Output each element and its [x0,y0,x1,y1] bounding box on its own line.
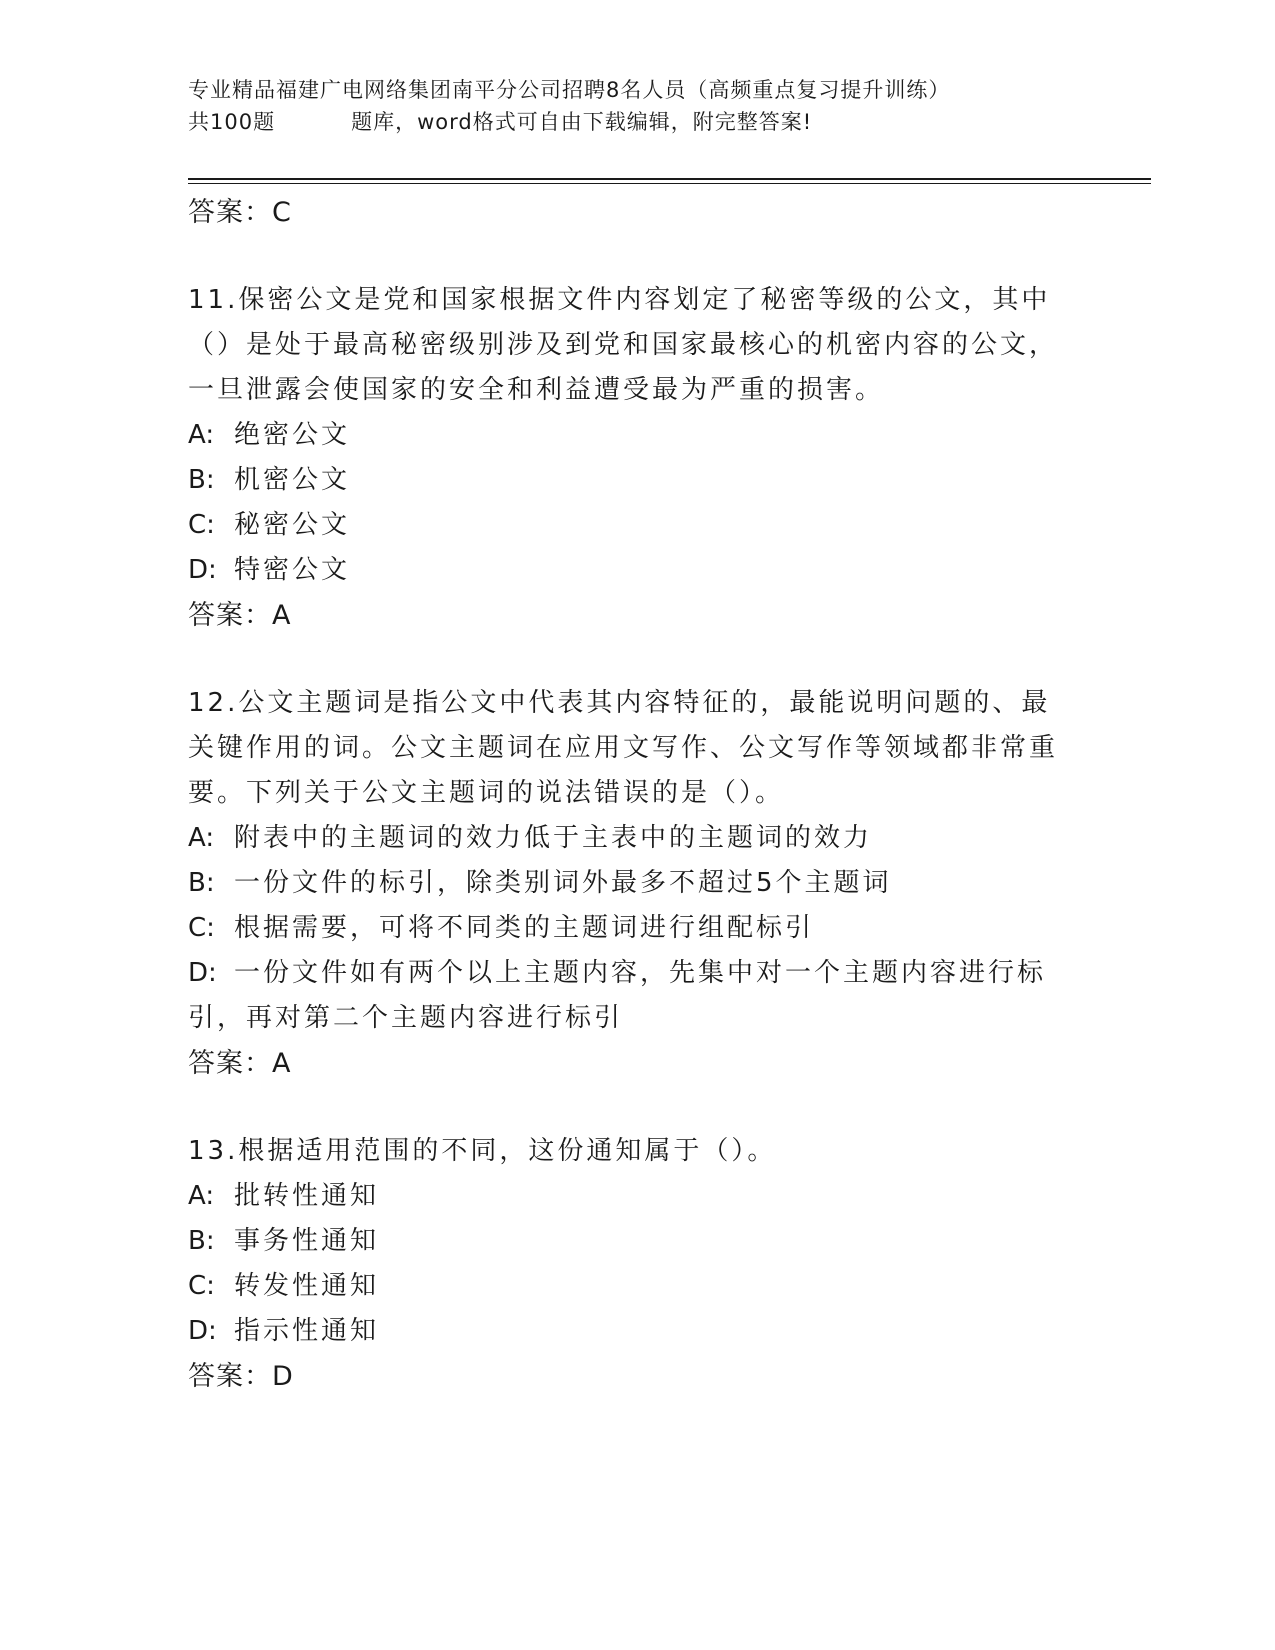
option-letter: D: [188,958,217,988]
header-title-line: 专业精品福建广电网络集团南平分公司招聘8名人员（高频重点复习提升训练） [188,78,951,102]
document-body [188,190,1088,1400]
question-11 [188,278,1088,639]
answer-line: 答案：A [188,600,292,631]
option-b [188,1219,1068,1264]
option-d [188,951,1068,1041]
previous-answer: 答案：C [188,197,292,228]
option-letter: D: [188,555,217,585]
option-letter: C: [188,510,215,540]
option-a [188,816,1068,861]
option-text: 机密公文 [234,465,351,495]
option-letter: A: [188,823,215,853]
header-subtitle-line [188,106,1148,138]
option-letter: A: [188,420,215,450]
question-text: 12.公文主题词是指公文中代表其内容特征的，最能说明问题的、最关键作用的词。公文主题词在应用文写作、公文写作等领域都非常重要。下列关于公文主题词的说法错误的是（）。 [188,688,1059,808]
option-text: 批转性通知 [234,1181,380,1211]
option-c [188,1264,1068,1309]
option-text: 绝密公文 [234,420,351,450]
option-b [188,861,1068,906]
question-12 [188,681,1088,1087]
option-letter: C: [188,913,215,943]
option-text: 一份文件如有两个以上主题内容，先集中对一个主题内容进行标引，再对第二个主题内容进行标引 [188,958,1047,1033]
document-header [188,74,1148,138]
option-a [188,1174,1068,1219]
option-d [188,1309,1068,1354]
option-a [188,413,1068,458]
option-c [188,503,1068,548]
option-letter: B: [188,1226,215,1256]
option-text: 根据需要，可将不同类的主题词进行组配标引 [234,913,815,943]
header-divider-thin [188,183,1151,184]
question-text: 11.保密公文是党和国家根据文件内容划定了秘密等级的公文，其中（）是处于最高秘密级别涉及到党和国家最核心的机密内容的公文，一旦泄露会使国家的安全和利益遭受最为严重的损害。 [188,285,1059,405]
option-text: 秘密公文 [234,510,351,540]
option-letter: B: [188,465,215,495]
option-text: 转发性通知 [234,1271,380,1301]
question-count: 共100题 [188,110,276,134]
option-letter: A: [188,1181,215,1211]
header-description: 题库，word格式可自由下载编辑，附完整答案! [351,110,813,134]
question-text: 13.根据适用范围的不同，这份通知属于（）。 [188,1136,777,1166]
option-text: 事务性通知 [234,1226,380,1256]
header-divider-thick [188,178,1151,180]
option-c [188,906,1068,951]
answer-line: 答案：D [188,1361,294,1392]
option-letter: C: [188,1271,215,1301]
option-text: 特密公文 [234,555,351,585]
question-13 [188,1129,1088,1400]
option-letter: B: [188,868,215,898]
option-letter: D: [188,1316,217,1346]
option-text: 一份文件的标引，除类别词外最多不超过5个主题词 [234,868,892,898]
option-b [188,458,1068,503]
option-text: 附表中的主题词的效力低于主表中的主题词的效力 [234,823,873,853]
answer-line: 答案：A [188,1048,292,1079]
option-d [188,548,1068,593]
option-text: 指示性通知 [234,1316,380,1346]
